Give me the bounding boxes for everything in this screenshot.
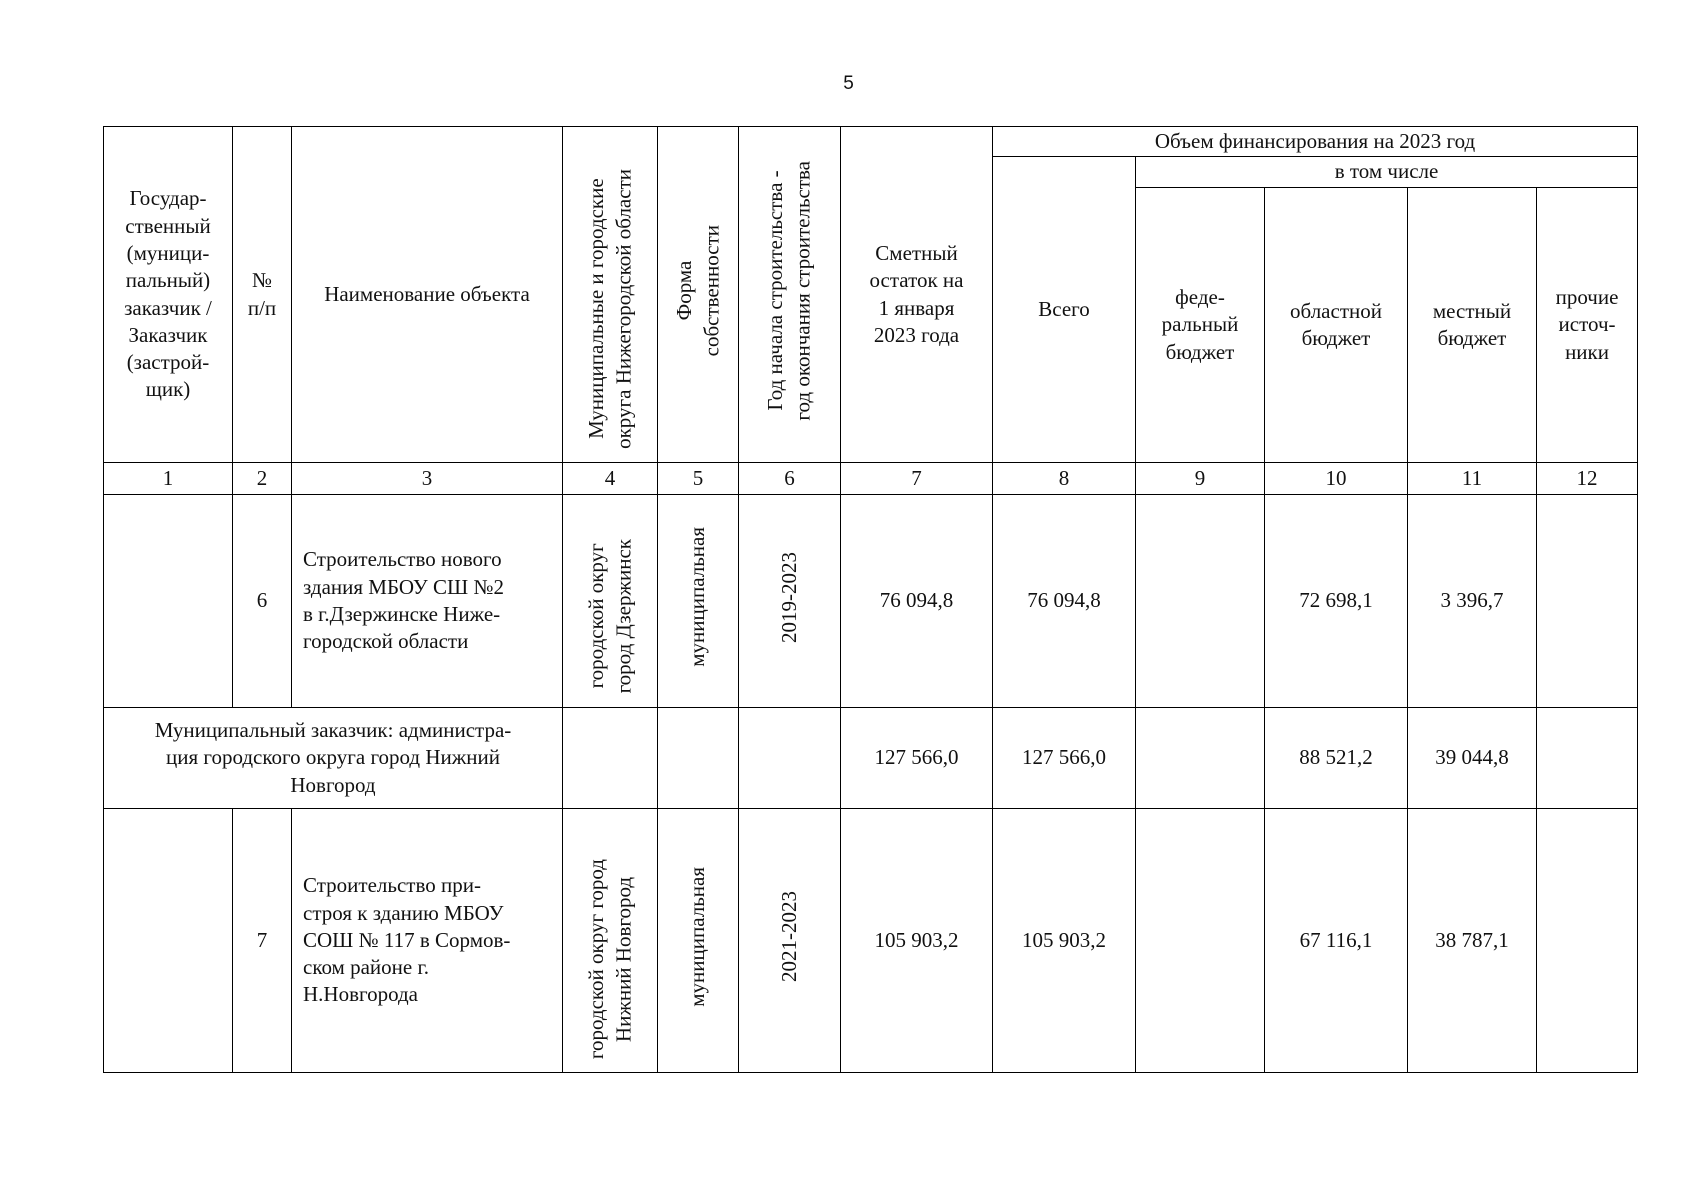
subtotal-ownership — [658, 708, 739, 809]
subtotal-balance: 127 566,0 — [841, 708, 993, 809]
row-balance: 76 094,8 — [841, 495, 993, 708]
column-number: 11 — [1408, 463, 1537, 495]
row-num: 7 — [233, 809, 292, 1073]
column-number: 6 — [739, 463, 841, 495]
row-federal — [1136, 809, 1265, 1073]
header-balance: Сметный остаток на 1 января 2023 года — [841, 127, 993, 463]
column-number: 7 — [841, 463, 993, 495]
row-other — [1537, 809, 1638, 1073]
header-total: Всего — [993, 157, 1136, 463]
row-object-name: Строительство нового здания МБОУ СШ №2 в г.Дзержинске Ниже- городской области — [292, 495, 563, 708]
header-local: местный бюджет — [1408, 188, 1537, 463]
row-years: 2019-2023 — [739, 495, 841, 708]
column-number: 8 — [993, 463, 1136, 495]
subtotal-federal — [1136, 708, 1265, 809]
investment-table — [103, 126, 1638, 1073]
column-numbers-row — [104, 463, 1638, 495]
row-total: 105 903,2 — [993, 809, 1136, 1073]
subtotal-label: Муниципальный заказчик: администра- ция городского округа город Нижний Новгород — [104, 708, 563, 809]
column-number: 9 — [1136, 463, 1265, 495]
row-local: 3 396,7 — [1408, 495, 1537, 708]
header-federal: феде- ральный бюджет — [1136, 188, 1265, 463]
row-customer — [104, 495, 233, 708]
subtotal-regional: 88 521,2 — [1265, 708, 1408, 809]
subtotal-total: 127 566,0 — [993, 708, 1136, 809]
column-number: 12 — [1537, 463, 1638, 495]
column-number: 1 — [104, 463, 233, 495]
header-object-name: Наименование объекта — [292, 127, 563, 463]
page-number: 5 — [843, 73, 854, 94]
header-num: № п/п — [233, 127, 292, 463]
row-customer — [104, 809, 233, 1073]
row-total: 76 094,8 — [993, 495, 1136, 708]
header-other: прочие источ- ники — [1537, 188, 1638, 463]
row-ownership: муниципальная — [658, 809, 739, 1073]
header-row-1 — [104, 127, 1638, 157]
subtotal-municipality — [563, 708, 658, 809]
row-num: 6 — [233, 495, 292, 708]
table-row — [104, 809, 1638, 1073]
header-ownership: Форма собственности — [658, 127, 739, 463]
subtotal-years — [739, 708, 841, 809]
column-number: 2 — [233, 463, 292, 495]
subtotal-row — [104, 708, 1638, 809]
row-local: 38 787,1 — [1408, 809, 1537, 1073]
column-number: 4 — [563, 463, 658, 495]
row-object-name: Строительство при- строя к зданию МБОУ СОШ № 117 в Сормов- ском районе г. Н.Новгорода — [292, 809, 563, 1073]
row-municipality: городской округ город Нижний Новгород — [563, 809, 658, 1073]
table-row — [104, 495, 1638, 708]
row-balance: 105 903,2 — [841, 809, 993, 1073]
header-including: в том числе — [1136, 157, 1638, 188]
header-municipality: Муниципальные и городские округа Нижегородской области — [563, 127, 658, 463]
row-federal — [1136, 495, 1265, 708]
row-other — [1537, 495, 1638, 708]
row-municipality: городской округ город Дзержинск — [563, 495, 658, 708]
header-years: Год начала строительства - год окончания строительства — [739, 127, 841, 463]
column-number: 5 — [658, 463, 739, 495]
header-customer: Государ- ственный (муници- пальный) заказчик / Заказчик (застрой- щик) — [104, 127, 233, 463]
row-years: 2021-2023 — [739, 809, 841, 1073]
subtotal-local: 39 044,8 — [1408, 708, 1537, 809]
row-ownership: муниципальная — [658, 495, 739, 708]
column-number: 10 — [1265, 463, 1408, 495]
subtotal-other — [1537, 708, 1638, 809]
row-regional: 72 698,1 — [1265, 495, 1408, 708]
header-funding-total: Объем финансирования на 2023 год — [993, 127, 1638, 157]
header-regional: областной бюджет — [1265, 188, 1408, 463]
row-regional: 67 116,1 — [1265, 809, 1408, 1073]
column-number: 3 — [292, 463, 563, 495]
